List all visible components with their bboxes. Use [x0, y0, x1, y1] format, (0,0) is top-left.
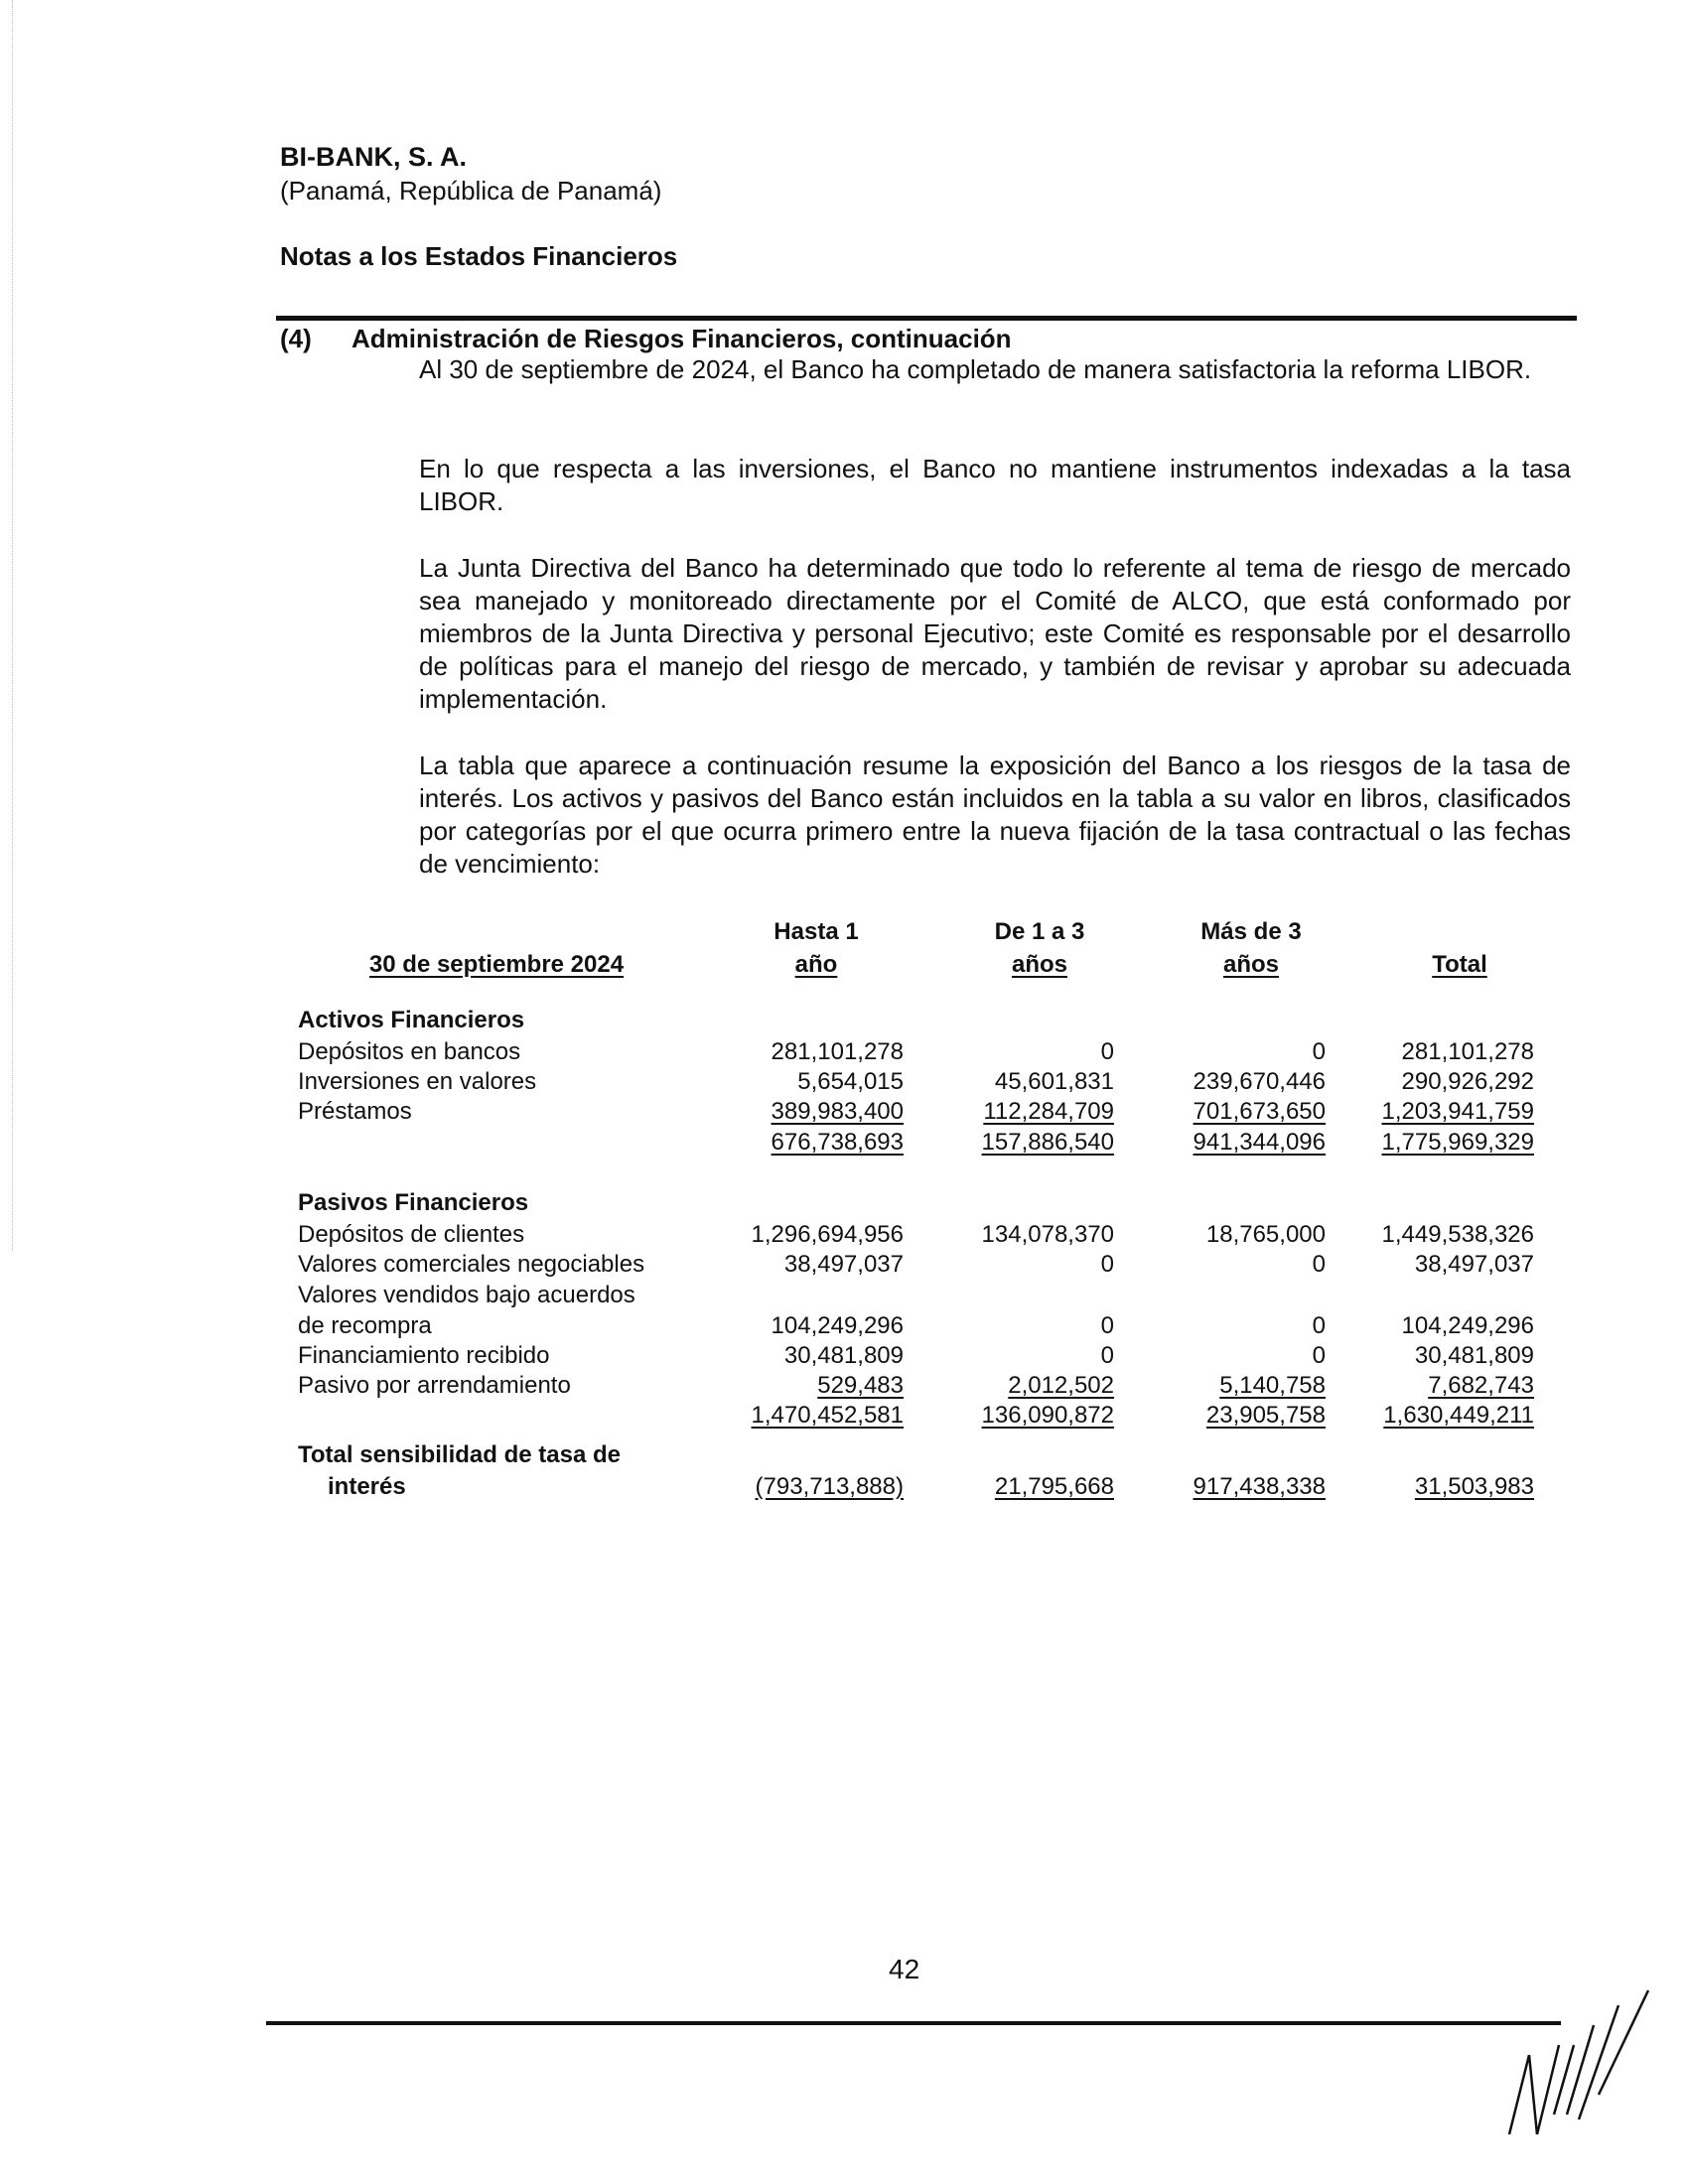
- cell-value: 281,101,278: [1401, 1038, 1534, 1065]
- header-divider: [276, 316, 1577, 321]
- cell-value: 1,449,538,326: [1381, 1221, 1534, 1248]
- cell-value: 529,483: [817, 1372, 904, 1399]
- table-section-header: [0, 1007, 1688, 1036]
- table-cell: [685, 1402, 904, 1430]
- table-cell: [896, 1251, 1114, 1279]
- footer-divider: [266, 2021, 1561, 2025]
- table-cell: [685, 1372, 904, 1400]
- cell-value: 7,682,743: [1428, 1372, 1534, 1399]
- cell-value: 112,284,709: [983, 1098, 1114, 1125]
- signature-initials: [1499, 1985, 1658, 2144]
- table-row: [0, 1473, 1688, 1503]
- row-label: Pasivos Financieros: [298, 1189, 529, 1216]
- col-header-line1: Más de 3: [1200, 918, 1302, 945]
- table-row: [0, 1068, 1688, 1098]
- table-cell: [685, 1342, 904, 1370]
- cell-value: 134,078,370: [981, 1221, 1114, 1248]
- paragraph-investments: En lo que respecta a las inversiones, el Banco no mantiene instrumentos indexadas a la tasa LIBOR.: [419, 454, 1571, 516]
- table-cell: [1107, 1372, 1326, 1400]
- table-cell: [1316, 1221, 1534, 1249]
- table-row: [0, 1402, 1688, 1432]
- row-label: Depósitos en bancos: [298, 1038, 521, 1065]
- cell-value: 0: [1312, 1312, 1326, 1339]
- row-label: de recompra: [298, 1312, 432, 1339]
- table-row: [0, 1282, 1688, 1311]
- cell-value: 676,738,693: [771, 1129, 904, 1156]
- company-location: (Panamá, República de Panamá): [280, 176, 662, 205]
- row-label: Financiamiento recibido: [298, 1342, 550, 1369]
- cell-value: 0: [1100, 1251, 1114, 1278]
- table-cell: [1107, 1221, 1326, 1249]
- table-cell: [685, 1038, 904, 1066]
- table-row: [0, 1342, 1688, 1372]
- table-cell: [1107, 1068, 1326, 1096]
- col-header-up-to-1-year: [717, 915, 915, 981]
- cell-value: 1,470,452,581: [751, 1402, 904, 1429]
- col-header-line2: año: [794, 951, 838, 978]
- cell-value: 104,249,296: [771, 1312, 904, 1339]
- table-cell: [896, 1473, 1114, 1501]
- table-cell: [1107, 1312, 1326, 1340]
- table-cell: [1316, 1372, 1534, 1400]
- cell-value: 136,090,872: [981, 1402, 1114, 1429]
- table-period-header: 30 de septiembre 2024: [368, 951, 625, 978]
- cell-value: 1,203,941,759: [1381, 1098, 1534, 1125]
- cell-value: 23,905,758: [1205, 1402, 1326, 1429]
- col-header-total: [1360, 915, 1559, 981]
- table-row: [0, 1038, 1688, 1068]
- col-header-line2: años: [1011, 951, 1067, 978]
- cell-value: 0: [1100, 1312, 1114, 1339]
- row-label: Depósitos de clientes: [298, 1221, 525, 1248]
- table-section-header: [0, 1189, 1688, 1219]
- table-cell: [1107, 1473, 1326, 1501]
- cell-value: 31,503,983: [1414, 1473, 1534, 1500]
- table-cell: [896, 1342, 1114, 1370]
- row-label: Préstamos: [298, 1098, 412, 1125]
- cell-value: 157,886,540: [981, 1129, 1114, 1156]
- table-row: [0, 1098, 1688, 1128]
- cell-value: 0: [1100, 1342, 1114, 1369]
- cell-value: 2,012,502: [1008, 1372, 1114, 1399]
- table-cell: [896, 1312, 1114, 1340]
- cell-value: 389,983,400: [771, 1098, 904, 1125]
- cell-value: 30,481,809: [783, 1342, 904, 1369]
- table-row: [0, 1312, 1688, 1342]
- row-label: Valores comerciales negociables: [298, 1251, 645, 1278]
- col-header-line1: Hasta 1: [774, 918, 859, 945]
- table-cell: [1316, 1402, 1534, 1430]
- col-header-1-to-3-years: [940, 915, 1139, 981]
- table-cell: [685, 1068, 904, 1096]
- table-cell: [896, 1038, 1114, 1066]
- table-cell: [1316, 1312, 1534, 1340]
- cell-value: 21,795,668: [994, 1473, 1114, 1500]
- table-cell: [1316, 1473, 1534, 1501]
- cell-value: 30,481,809: [1414, 1342, 1534, 1369]
- table-row: [0, 1221, 1688, 1251]
- table-row: [0, 1251, 1688, 1281]
- row-label: Inversiones en valores: [298, 1068, 537, 1095]
- row-label: interés: [328, 1473, 406, 1500]
- table-cell: [1316, 1129, 1534, 1157]
- table-cell: [896, 1098, 1114, 1126]
- table-cell: [896, 1129, 1114, 1157]
- cell-value: 1,775,969,329: [1381, 1129, 1534, 1156]
- table-cell: [1316, 1038, 1534, 1066]
- paragraph-libor-reform: Al 30 de septiembre de 2024, el Banco ha completado de manera satisfactoria la reforma LIBOR.: [419, 354, 1532, 384]
- table-cell: [1316, 1342, 1534, 1370]
- table-cell: [685, 1098, 904, 1126]
- row-label: Activos Financieros: [298, 1007, 525, 1033]
- table-cell: [1107, 1342, 1326, 1370]
- table-cell: [1316, 1098, 1534, 1126]
- table-cell: [1107, 1129, 1326, 1157]
- section-title: Administración de Riesgos Financieros, continuación: [352, 324, 1012, 353]
- table-cell: [1316, 1251, 1534, 1279]
- cell-value: 941,344,096: [1193, 1129, 1326, 1156]
- cell-value: 1,630,449,211: [1383, 1402, 1534, 1429]
- table-cell: [1107, 1098, 1326, 1126]
- table-cell: [685, 1473, 904, 1501]
- cell-value: 0: [1312, 1342, 1326, 1369]
- table-cell: [1107, 1402, 1326, 1430]
- page-number: 42: [889, 1954, 920, 1984]
- table-cell: [685, 1221, 904, 1249]
- table-cell: [685, 1129, 904, 1157]
- table-cell: [896, 1372, 1114, 1400]
- cell-value: 239,670,446: [1193, 1068, 1326, 1095]
- cell-value: 1,296,694,956: [751, 1221, 904, 1248]
- table-cell: [896, 1402, 1114, 1430]
- table-cell: [1107, 1038, 1326, 1066]
- cell-value: (793,713,888): [755, 1473, 904, 1500]
- cell-value: 5,140,758: [1219, 1372, 1326, 1399]
- cell-value: 0: [1100, 1038, 1114, 1065]
- table-cell: [1107, 1251, 1326, 1279]
- cell-value: 18,765,000: [1205, 1221, 1326, 1248]
- table-cell: [685, 1312, 904, 1340]
- paragraph-table-intro: La tabla que aparece a continuación resume la exposición del Banco a los riesgos de la tasa de interés. Los activos y pasivos del Banco están incluidos en la tabla a su valor en libros, clasificados por categorías por el que ocurra primero entre la nueva fijación de la tasa contractual o las fechas de vencimiento:: [419, 751, 1571, 879]
- cell-value: 5,654,015: [797, 1068, 904, 1095]
- cell-value: 38,497,037: [783, 1251, 904, 1278]
- table-cell: [896, 1221, 1114, 1249]
- cell-value: 281,101,278: [771, 1038, 904, 1065]
- col-header-line1: De 1 a 3: [994, 918, 1085, 945]
- row-label: Valores vendidos bajo acuerdos: [298, 1282, 635, 1308]
- cell-value: 0: [1312, 1038, 1326, 1065]
- table-cell: [896, 1068, 1114, 1096]
- table-row: [0, 1372, 1688, 1402]
- cell-value: 701,673,650: [1193, 1098, 1326, 1125]
- cell-value: 38,497,037: [1414, 1251, 1534, 1278]
- table-row: [0, 1129, 1688, 1159]
- row-label: Pasivo por arrendamiento: [298, 1372, 571, 1399]
- cell-value: 104,249,296: [1401, 1312, 1534, 1339]
- section-number: (4): [280, 324, 312, 353]
- col-header-line2: años: [1222, 951, 1279, 978]
- cell-value: 290,926,292: [1401, 1068, 1534, 1095]
- cell-value: 45,601,831: [994, 1068, 1114, 1095]
- table-cell: [685, 1251, 904, 1279]
- cell-value: 917,438,338: [1193, 1473, 1326, 1500]
- company-name: BI-BANK, S. A.: [280, 142, 467, 172]
- col-header-line2: Total: [1432, 951, 1487, 978]
- col-header-over-3-years: [1152, 915, 1350, 981]
- row-label: Total sensibilidad de tasa de: [298, 1441, 621, 1468]
- table-section-header: [0, 1441, 1688, 1471]
- document-subtitle: Notas a los Estados Financieros: [280, 241, 678, 271]
- table-cell: [1316, 1068, 1534, 1096]
- paragraph-alco: La Junta Directiva del Banco ha determinado que todo lo referente al tema de riesgo de mercado sea manejado y monitoreado directamente por el Comité de ALCO, que está conformado por miembros de la Junta Directiva y personal Ejecutivo; este Comité es responsable por el desarrollo de políticas para el manejo del riesgo de mercado, y también de revisar y aprobar su adecuada implementación.: [419, 553, 1571, 714]
- cell-value: 0: [1312, 1251, 1326, 1278]
